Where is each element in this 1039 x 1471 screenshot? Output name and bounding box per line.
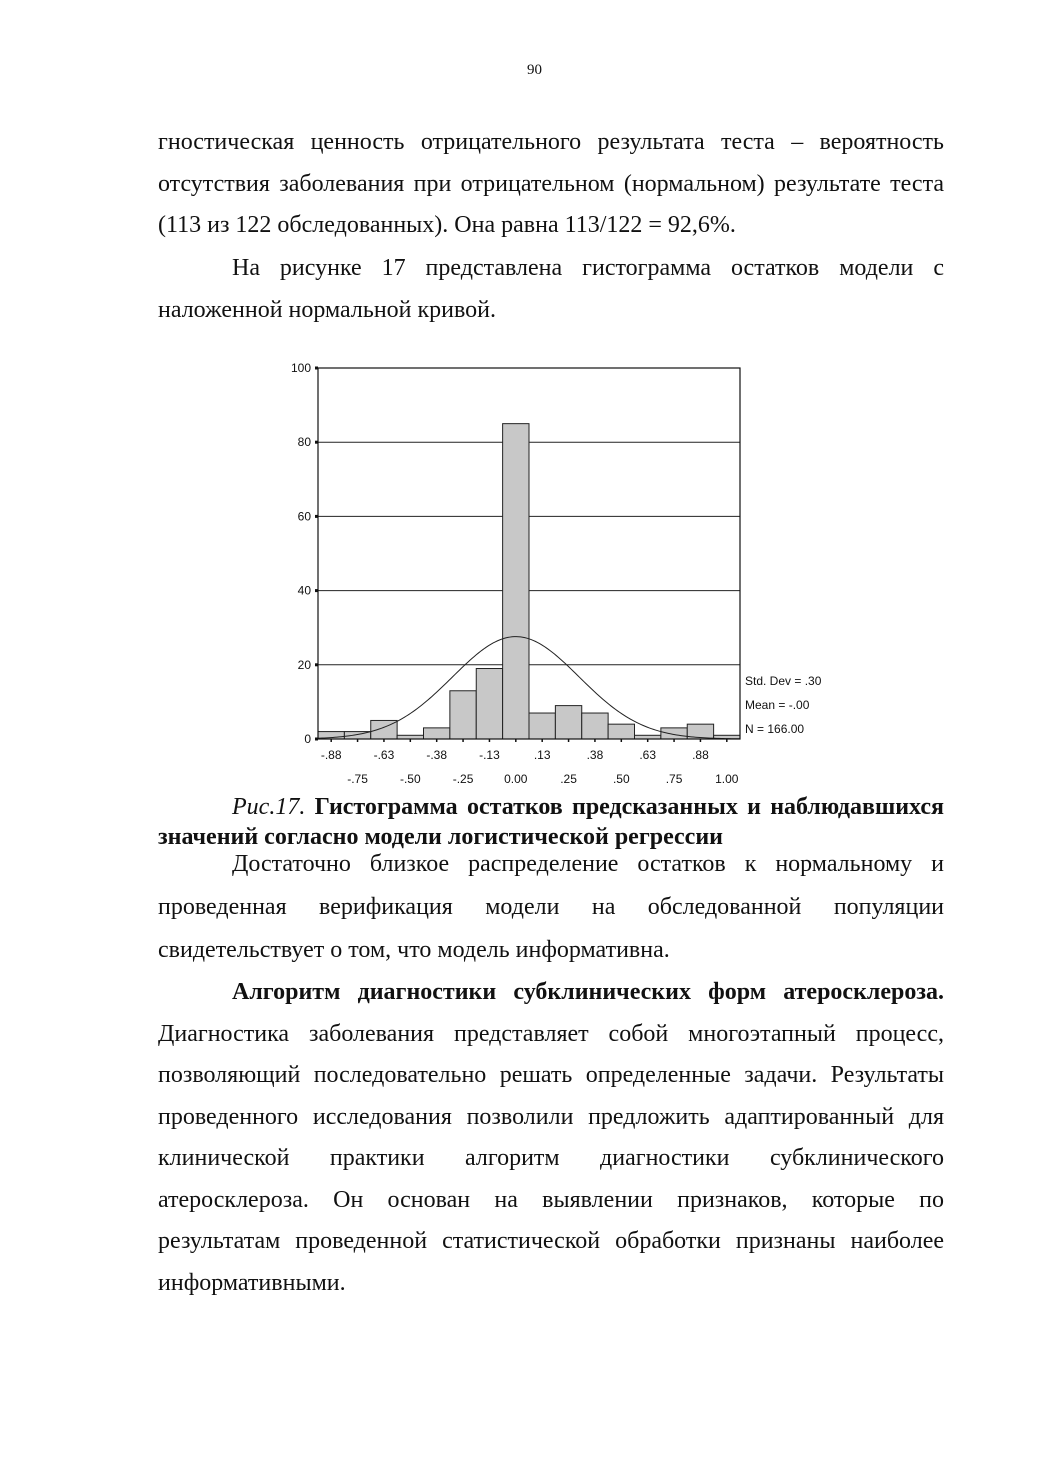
histogram-bar (582, 713, 608, 739)
y-tick-label: 20 (297, 657, 311, 672)
x-tick-label: -.38 (426, 748, 448, 762)
x-tick-label: .25 (560, 772, 577, 786)
stats-legend-line: N = 166.00 (745, 722, 805, 736)
y-tick-label: 0 (304, 732, 311, 746)
y-tick-label: 100 (290, 361, 311, 375)
y-tick-label: 60 (297, 509, 311, 524)
x-tick-label: -.63 (373, 748, 395, 762)
stats-legend-line: Std. Dev = .30 (745, 674, 822, 688)
x-tick-label: 1.00 (715, 772, 739, 786)
x-tick-label: -.50 (399, 772, 421, 786)
page-number: 90 (527, 62, 542, 78)
histogram-bar (555, 706, 581, 739)
histogram-bar (608, 724, 634, 739)
histogram-bar (661, 728, 687, 739)
y-tick-label: 80 (297, 435, 311, 450)
x-tick-label: -.13 (479, 748, 500, 762)
section-heading: Алгоритм диагностики субклинических форм атеросклероза. (232, 979, 944, 1005)
x-tick-label: .38 (586, 748, 604, 762)
y-tick-mark (315, 367, 318, 370)
y-tick-mark (315, 738, 318, 741)
x-tick-label: -.88 (320, 748, 342, 762)
stats-legend-line: Mean = -.00 (745, 698, 810, 712)
x-tick-label: -.75 (347, 772, 368, 786)
caption-text: Гистограмма остатков предсказанных и наблюдавшихся значений согласно модели логистической регрессии (158, 794, 944, 850)
x-tick-label: .50 (612, 772, 630, 786)
y-tick-mark (315, 441, 318, 444)
histogram-bar (450, 691, 476, 739)
y-tick-mark (315, 515, 318, 518)
histogram-bar (503, 424, 529, 739)
x-tick-label: 0.00 (504, 772, 528, 786)
paragraph-4 (158, 972, 944, 1304)
caption-label: Рис.17. (232, 794, 306, 820)
paragraph-2: На рисунке 17 представлена гистограмма остатков модели с наложенной нормальной кривой. (158, 255, 944, 323)
residuals-histogram (270, 352, 830, 792)
paragraph-4-body: Диагностика заболевания представляет собой многоэтапный процесс, позволяющий последовательно решать определенные задачи. Результаты проведенного исследования позволили предложить адаптированный для клинической практики алгоритм диагностики субклинического атеросклероза. Он основан на выявлении признаков, которые по результатам проведенной статистической обработки признаны наиболее информативными. (158, 1020, 944, 1296)
histogram-bar (424, 728, 450, 739)
x-tick-label: -.25 (452, 772, 474, 786)
y-tick-mark (315, 663, 318, 666)
y-tick-label: 40 (297, 583, 311, 598)
x-tick-label: .13 (533, 748, 551, 762)
y-tick-mark (315, 589, 318, 592)
paragraph-3: Достаточно близкое распределение остатков к нормальному и проведенная верификация модели на обследованной популяции свидетельствует о том, что модель информативна. (158, 851, 944, 963)
histogram-bar (476, 669, 502, 739)
histogram-bar (529, 713, 555, 739)
x-tick-label: .63 (639, 748, 657, 762)
x-tick-label: .88 (692, 748, 709, 762)
x-tick-label: .75 (665, 772, 683, 786)
paragraph-1: гностическая ценность отрицательного результата теста – вероятность отсутствия заболевания при отрицательном (нормальном) результате теста (113 из 122 обследованных). Она равна 113/122 = 92,6%. (158, 129, 944, 238)
